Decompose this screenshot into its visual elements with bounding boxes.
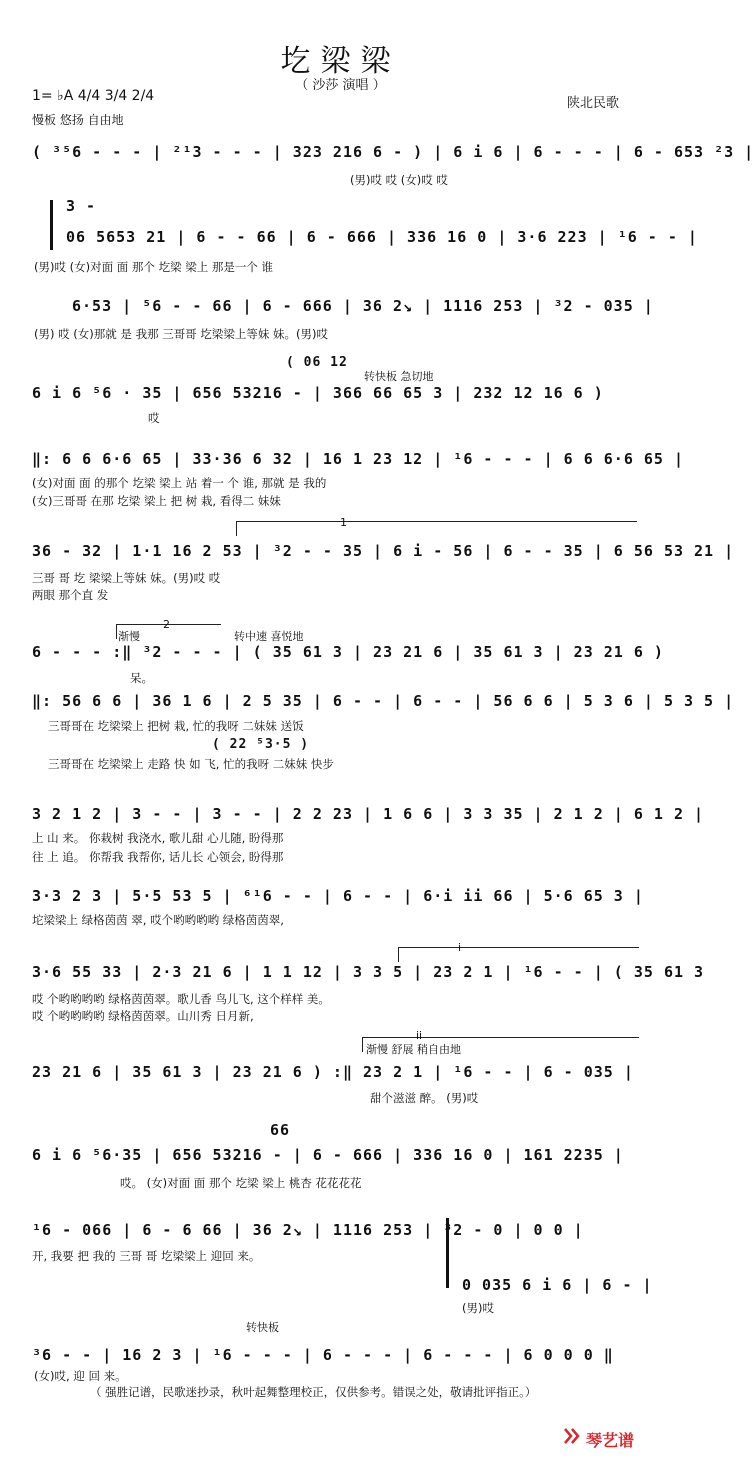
notation-aux: ( 22 ⁵3·5 )	[212, 737, 310, 752]
notation-line: 3 2 1 2 | 3 - - | 3 - - | 2 2 23 | 1 6 6 | 3 3 35 | 2 1 2 | 6 1 2 |	[32, 805, 705, 823]
tempo-change: 转快板 急切地	[364, 370, 434, 383]
lyric-line: 往 上 追。 你帮我 我帮你, 话儿长 心领会, 盼得那	[32, 850, 284, 864]
lyric-line: 三哥 哥 圪 梁梁上等妹 妹。(男)哎 哎	[32, 571, 221, 585]
notation-lower: 0 035 6 i 6 | 6 - |	[462, 1276, 653, 1294]
site-logo[interactable]: 琴艺谱	[586, 1431, 635, 1450]
key-signature: 1= ♭A 4/4 3/4 2/4	[32, 88, 155, 104]
lyric-line: 哎。 (女)对面 面 那个 圪梁 梁上 桃杏 花花花花	[120, 1176, 362, 1190]
lyric-line: (女)哎, 迎 回 来。	[34, 1369, 127, 1383]
tempo-marking: 慢板 悠扬 自由地	[32, 113, 124, 127]
volta-bracket	[398, 947, 639, 962]
notation-line: 6 i 6 ⁵6·35 | 656 53216 - | 6 - 666 | 336 16 0 | 161 2235 |	[32, 1146, 624, 1164]
tempo-change: 渐慢 舒展 稍自由地	[366, 1043, 461, 1056]
tempo-change: 转快板	[246, 1321, 279, 1334]
singer-credit: （ 沙莎 演唱 ）	[295, 78, 386, 93]
system-brace	[446, 1218, 455, 1288]
volta-number: i	[458, 941, 462, 954]
notation-line: 23 21 6 | 35 61 3 | 23 21 6 ) :‖ 23 2 1 | ¹6 - - | 6 - 035 |	[32, 1063, 634, 1081]
lyric-line: 两眼 那个直 发	[32, 588, 109, 602]
lyric-line: 三哥哥在 圪梁梁上 把树 栽, 忙的我呀 二妹妹 送饭	[48, 719, 304, 733]
notation-line: 6 i 6 ⁵6 · 35 | 656 53216 - | 366 66 65 3 | 232 12 16 6 )	[32, 384, 604, 402]
transcription-note: （ 强胜记谱，民歌迷抄录，秋叶起舞整理校正，仅供参考。错误之处，敬请批评指正。）	[90, 1385, 537, 1399]
notation-line: 6 - - - :‖ ³2 - - - | ( 35 61 3 | 23 21 6 | 35 61 3 | 23 21 6 )	[32, 643, 664, 661]
notation-line: 06 5653 21 | 6 - - 66 | 6 - 666 | 336 16 0 | 3·6 223 | ¹6 - - |	[66, 228, 698, 246]
notation-line: 36 - 32 | 1·1 16 2 53 | ³2 - - 35 | 6 i - 56 | 6 - - 35 | 6 56 53 21 |	[32, 542, 735, 560]
notation-line: 3·3 2 3 | 5·5 53 5 | ⁶¹6 - - | 6 - - | 6·i ii 66 | 5·6 65 3 |	[32, 887, 644, 905]
volta-bracket	[236, 521, 637, 536]
volta-number: 1	[340, 516, 347, 529]
lyric-line: 开, 我要 把 我的 三哥 哥 圪梁梁上 迎回 来。	[32, 1249, 261, 1263]
lyric-line: (男)哎 (女)对面 面 那个 圪梁 梁上 那是一个 谁	[34, 260, 274, 274]
volta-number: 2	[163, 618, 170, 631]
notation-line: ( ³⁵6 - - - | ²¹3 - - - | 323 216 6 - ) | 6 i 6 | 6 - - - | 6 - 653 ²3 |	[32, 143, 754, 161]
volta-number: ii	[416, 1029, 423, 1042]
notation-line: 3·6 55 33 | 2·3 21 6 | 1 1 12 | 3 3 5 | 23 2 1 | ¹6 - - | ( 35 61 3	[32, 963, 705, 981]
lyric-line: 坨梁梁上 绿格茵茵 翠, 哎个哟哟哟哟 绿格茵茵翠,	[32, 913, 284, 927]
lyric-line: 三哥哥在 圪梁梁上 走路 快 如 飞, 忙的我呀 二妹妹 快步	[48, 757, 334, 771]
notation-line: 6·53 | ⁵6 - - 66 | 6 - 666 | 36 2↘ | 1116 253 | ³2 - 035 |	[72, 297, 654, 315]
system-brace	[50, 200, 59, 250]
notation-line: ‖: 6 6 6·6 65 | 33·36 6 32 | 16 1 23 12 | ¹6 - - - | 6 6 6·6 65 |	[32, 450, 684, 468]
song-title: 圪梁梁	[280, 44, 401, 79]
notation-upper: 66	[270, 1121, 291, 1139]
lyric-line: 呆。	[130, 671, 153, 685]
tempo-change: 转中速 喜悦地	[234, 630, 304, 643]
lyric-line: 哎 个哟哟哟哟 绿格茵茵翠。山川秀 日月新,	[32, 1009, 254, 1023]
tempo-change: 渐慢	[118, 630, 140, 643]
lyric-line: (男)哎	[462, 1301, 494, 1315]
notation-line: ¹6 - 066 | 6 - 6 66 | 36 2↘ | 1116 253 | ³2 - 0 | 0 0 |	[32, 1221, 584, 1239]
lyric-line: (男) 哎 (女)那就 是 我那 三哥哥 圪梁梁上等妹 妹。(男)哎	[34, 327, 329, 341]
lyric-line: 甜个滋滋 醉。 (男)哎	[370, 1091, 479, 1105]
notation-line: ³6 - - | 16 2 3 | ¹6 - - - | 6 - - - | 6 - - - | 6 0 0 0 ‖	[32, 1346, 614, 1364]
song-genre: 陕北民歌	[567, 96, 620, 111]
notation-upper: ( 06 12	[286, 355, 348, 370]
notation-line: ‖: 56 6 6 | 36 1 6 | 2 5 35 | 6 - - | 6 - - | 56 6 6 | 5 3 6 | 5 3 5 |	[32, 692, 735, 710]
lyric-line: 上 山 来。 你栽树 我浇水, 歌儿甜 心儿随, 盼得那	[32, 831, 284, 845]
logo-icon	[562, 1426, 582, 1446]
lyric-line: (男)哎 哎 (女)哎 哎	[350, 173, 448, 187]
lyric-line: 哎 个哟哟哟哟 绿格茵茵翠。歌儿香 鸟儿飞, 这个样样 美。	[32, 992, 330, 1006]
lyric-line: (女)三哥哥 在那 圪梁 梁上 把 树 栽, 看得二 妹妹	[32, 494, 281, 508]
lyric-line: 哎	[148, 411, 160, 425]
lyric-line: (女)对面 面 的那个 圪梁 梁上 站 着一 个 谁, 那就 是 我的	[32, 476, 327, 490]
notation-upper: 3 -	[66, 197, 97, 215]
